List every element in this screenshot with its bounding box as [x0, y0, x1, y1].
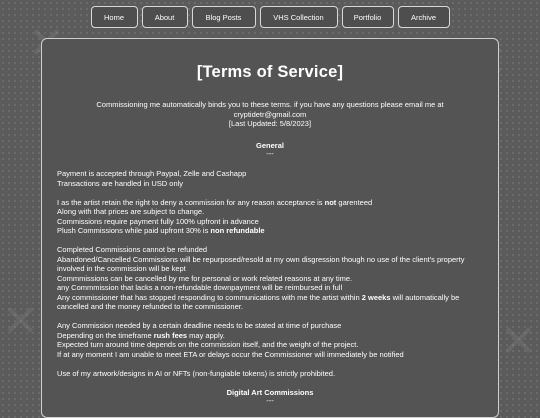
refunds-line-5: Any commissioner that has stopped responding to communications with me the artist within 2 weeks will automatically be cancelled and the money refunded to the commissioner. [57, 292, 460, 311]
rights-paragraph [57, 198, 483, 236]
last-updated: [Last Updated: 5/8/2023] [228, 119, 312, 128]
deadlines-line-1: Any Commission needed by a certain deadline needs to be stated at time of purchase [57, 321, 342, 330]
page-title: [Terms of Service] [196, 63, 344, 81]
rights-line-2: Along with that prices are subject to change. [57, 207, 205, 216]
deadlines-line-3: Expected turn around time depends on the commission itself, and the weight of the project. [57, 340, 359, 349]
rights-line-3: Commissions require payment fully 100% upfront in advance [57, 216, 259, 226]
section-rule: --- [266, 396, 274, 405]
main-nav [0, 6, 540, 28]
ai-paragraph [57, 369, 483, 379]
section-rule: --- [266, 149, 274, 158]
refunds-paragraph [57, 245, 483, 312]
deadlines-line-4: If at any moment I am unable to meet ETA or delays occur the Commissioner will immediately be notified [57, 349, 404, 359]
deadlines-line-2: Depending on the timeframe rush fees may apply. [57, 330, 225, 340]
payment-currency: Transactions are handled in USD only [57, 178, 184, 188]
refunds-line-2: Abandoned/Cancelled Commissions will be repurposed/resold at my own disgression though no use of the client's property involved in the commission will be kept [57, 254, 465, 273]
payment-methods: Payment is accepted through Paypal, Zelle and Cashapp [57, 169, 247, 178]
rights-line-4: Plush Commissions while paid upfront 30% is non refundable [57, 226, 265, 235]
intro-text: Commissioning me automatically binds you to these terms. if you have any questions please email me at [96, 100, 444, 109]
deadlines-paragraph [57, 321, 483, 359]
general-terms [57, 169, 483, 378]
nav-portfolio-button[interactable]: Portfolio [342, 6, 394, 28]
refunds-line-1: Completed Commissions cannot be refunded [57, 245, 208, 254]
payment-paragraph [57, 169, 483, 188]
terms-panel[interactable] [41, 38, 499, 418]
nav-home-button[interactable]: Home [91, 6, 138, 28]
background-cross-decoration: ✕ [2, 296, 39, 347]
contact-email: cryptidetr@gmail.com [233, 109, 307, 119]
nav-blog-posts-button[interactable]: Blog Posts [192, 6, 256, 28]
nav-vhs-collection-button[interactable]: VHS Collection [260, 6, 338, 28]
refunds-line-3: Commmissions can be cancelled by me for personal or work related reasons at any time. [57, 273, 353, 283]
intro-block [57, 100, 483, 129]
section-heading-general: General [256, 140, 284, 150]
nav-archive-button[interactable]: Archive [398, 6, 450, 28]
nav-about-button[interactable]: About [142, 6, 188, 28]
ai-policy: Use of my artwork/designs in AI or NFTs (non-fungiable tokens) is strictly prohibited. [57, 368, 336, 378]
background-cross-decoration: ✕ [500, 316, 537, 367]
refunds-line-4: any Commmission that lacks a non-refundable downpayment will be reimbursed in full [57, 283, 343, 292]
rights-line-1: I as the artist retain the right to deny a commission for any reason acceptance is not garenteed [57, 197, 373, 207]
section-heading-digital-art: Digital Art Commissions [226, 387, 314, 397]
